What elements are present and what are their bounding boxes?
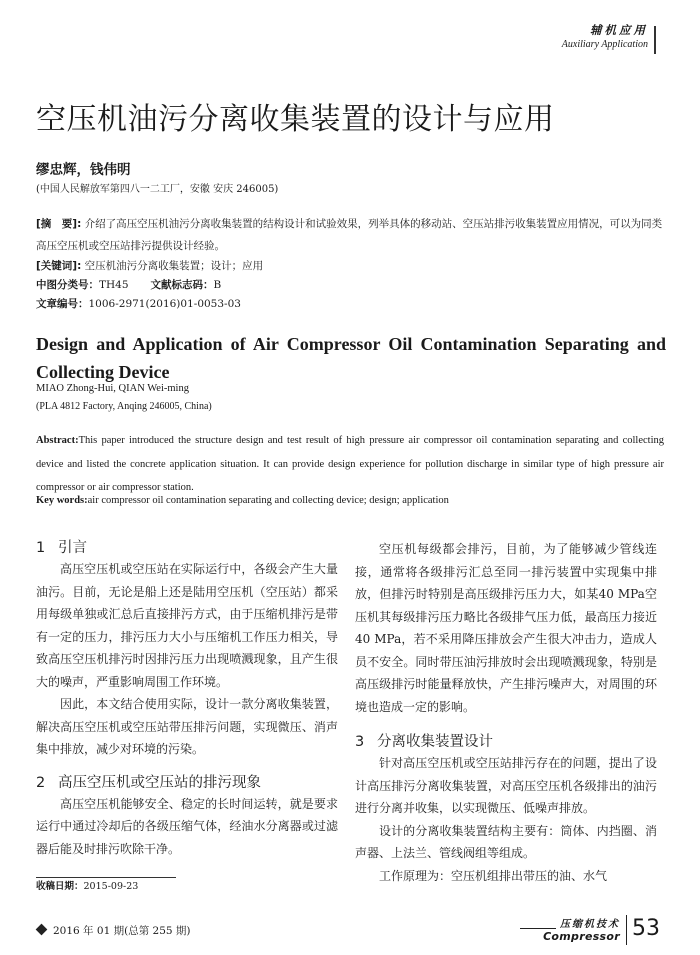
section-3-paragraph-3: 工作原理为：空压机组排出带压的油、水气 xyxy=(379,868,608,883)
journal-logo xyxy=(480,919,620,943)
abstract-cn xyxy=(36,213,664,257)
section-1-heading xyxy=(36,538,338,558)
issue-text: 2016 年 01 期(总第 255 期) xyxy=(53,925,191,937)
logo-line xyxy=(520,928,556,929)
section-2-title: 高压空压机或空压站的排污现象 xyxy=(58,774,261,791)
classification-line xyxy=(36,276,221,295)
section-3-paragraph-2: 设计的分离收集装置结构主要有：筒体、内挡圈、消声器、上法兰、管线阀组等组成。 xyxy=(355,823,657,860)
section-1-paragraph-1: 高压空压机或空压站在实际运行中，各级会产生大量油污。目前，无论是船上还是陆用空压机（空压站）都采用每级单独或汇总后直接排污方式，由于压缩机排污是带有一定的压力，排污压力大小与压缩机工作压力相关，导致高压空压机排污时因排污压力出现喷溅现象，且产生很大的噪声，严重影响周围工作环境。 xyxy=(36,562,338,689)
section-1-number: 1 xyxy=(36,540,46,556)
page-number-divider xyxy=(626,915,627,945)
abstract-label-en: Abstract: xyxy=(36,435,79,446)
section-tag-en: Auxiliary Application xyxy=(561,39,648,50)
clc-value: TH45 xyxy=(99,279,129,291)
authors-cn: 缪忠辉，钱伟明 xyxy=(36,162,131,178)
section-1-title: 引言 xyxy=(58,540,87,556)
received-date-value: 2015-09-23 xyxy=(83,881,139,892)
page-number: 53 xyxy=(632,916,660,941)
article-no-label: 文章编号： xyxy=(36,298,89,310)
section-3-heading xyxy=(355,732,657,752)
article-title-cn: 空压机油污分离收集装置的设计与应用 xyxy=(36,102,555,137)
keywords-text-cn: 空压机油污分离收集装置；设计；应用 xyxy=(84,260,264,272)
abstract-label-cn: [摘 要]: xyxy=(36,218,82,230)
keywords-label-en: Key words: xyxy=(36,495,88,506)
received-date xyxy=(36,880,138,894)
section-3-paragraph-1: 针对高压空压机或空压站排污存在的问题，提出了设计高压排污分离收集装置，对高压空压机各级排出的油污进行分离并收集，以实现微压、低噪声排放。 xyxy=(355,756,657,815)
doc-code-label: 文献标志码： xyxy=(150,279,214,291)
body-left-column xyxy=(36,538,338,860)
abstract-en xyxy=(36,429,664,500)
section-2-paragraph-1: 高压空压机能够安全、稳定的长时间运转，就是要求运行中通过冷却后的各级压缩气体，经油水分离器或过滤器后能及时排污吹除干净。 xyxy=(36,796,338,856)
header-divider xyxy=(654,26,656,54)
keywords-label-cn: [关键词]: xyxy=(36,260,82,272)
body-right-column xyxy=(355,538,657,887)
authors-en: MIAO Zhong-Hui, QIAN Wei-ming xyxy=(36,383,189,394)
issue-info xyxy=(36,923,191,939)
doc-code-value: B xyxy=(213,279,222,291)
abstract-text-en: This paper introduced the structure design and test result of high pressure air compressor oil contamination separating and collecting device and listed the concrete application situation. It can provide design experience for pollution discharge in similar type of high pressure air compressor or air compressor station. xyxy=(36,435,664,493)
section-3-title: 分离收集装置设计 xyxy=(377,734,493,750)
article-title-en: Design and Application of Air Compressor Oil Contamination Separating and Collecting Device xyxy=(36,334,666,382)
abstract-text-cn: 介绍了高压空压机油污分离收集装置的结构设计和试验效果，列举具体的移动站、空压站排污收集装置应用情况，可以为同类高压空压机或空压站排污提供设计经验。 xyxy=(36,218,663,252)
journal-name-en: Compressor xyxy=(543,930,620,943)
keywords-en xyxy=(36,492,664,510)
article-number-line xyxy=(36,295,241,314)
received-date-label: 收稿日期： xyxy=(36,881,84,892)
affiliation-cn: (中国人民解放军第四八一二工厂，安徽 安庆 246005) xyxy=(36,184,279,195)
footnote-rule xyxy=(36,877,176,878)
right-paragraph-1: 空压机每级都会排污，目前，为了能够减少管线连接，通常将各级排污汇总至同一排污装置中实现集中排放，但排污时特别是高压级排污压力大，如某40 MPa空压机其每级排污压力略比各级排气压力低，最高压力接近40 MPa，若不采用降压排放会产生很大冲击力，造成人员不安全。同时带压油污排放时会出现喷溅现象，特别是高压级排污时能量释放快，产生排污噪声大，对周围的环境也造成一定的影响。 xyxy=(355,542,657,714)
section-tag-cn: 辅机应用 xyxy=(590,23,648,37)
section-1-paragraph-2: 因此，本文结合使用实际，设计一款分离收集装置，解决高压空压机或空压站带压排污问题，实现微压、消声集中排放，减少对环境的污染。 xyxy=(36,697,338,756)
journal-name-cn: 压缩机技术 xyxy=(560,919,620,930)
clc-label: 中图分类号： xyxy=(36,279,99,291)
article-no-value: 1006-2971(2016)01-0053-03 xyxy=(88,298,241,310)
section-3-number: 3 xyxy=(355,734,365,750)
section-2-number: 2 xyxy=(36,774,46,791)
affiliation-en: (PLA 4812 Factory, Anqing 246005, China) xyxy=(36,401,212,412)
keywords-cn xyxy=(36,257,263,276)
section-tag xyxy=(562,22,648,51)
section-2-heading xyxy=(36,773,338,793)
issue-marker-icon xyxy=(36,924,48,936)
keywords-text-en: air compressor oil contamination separating and collecting device; design; application xyxy=(87,495,449,506)
